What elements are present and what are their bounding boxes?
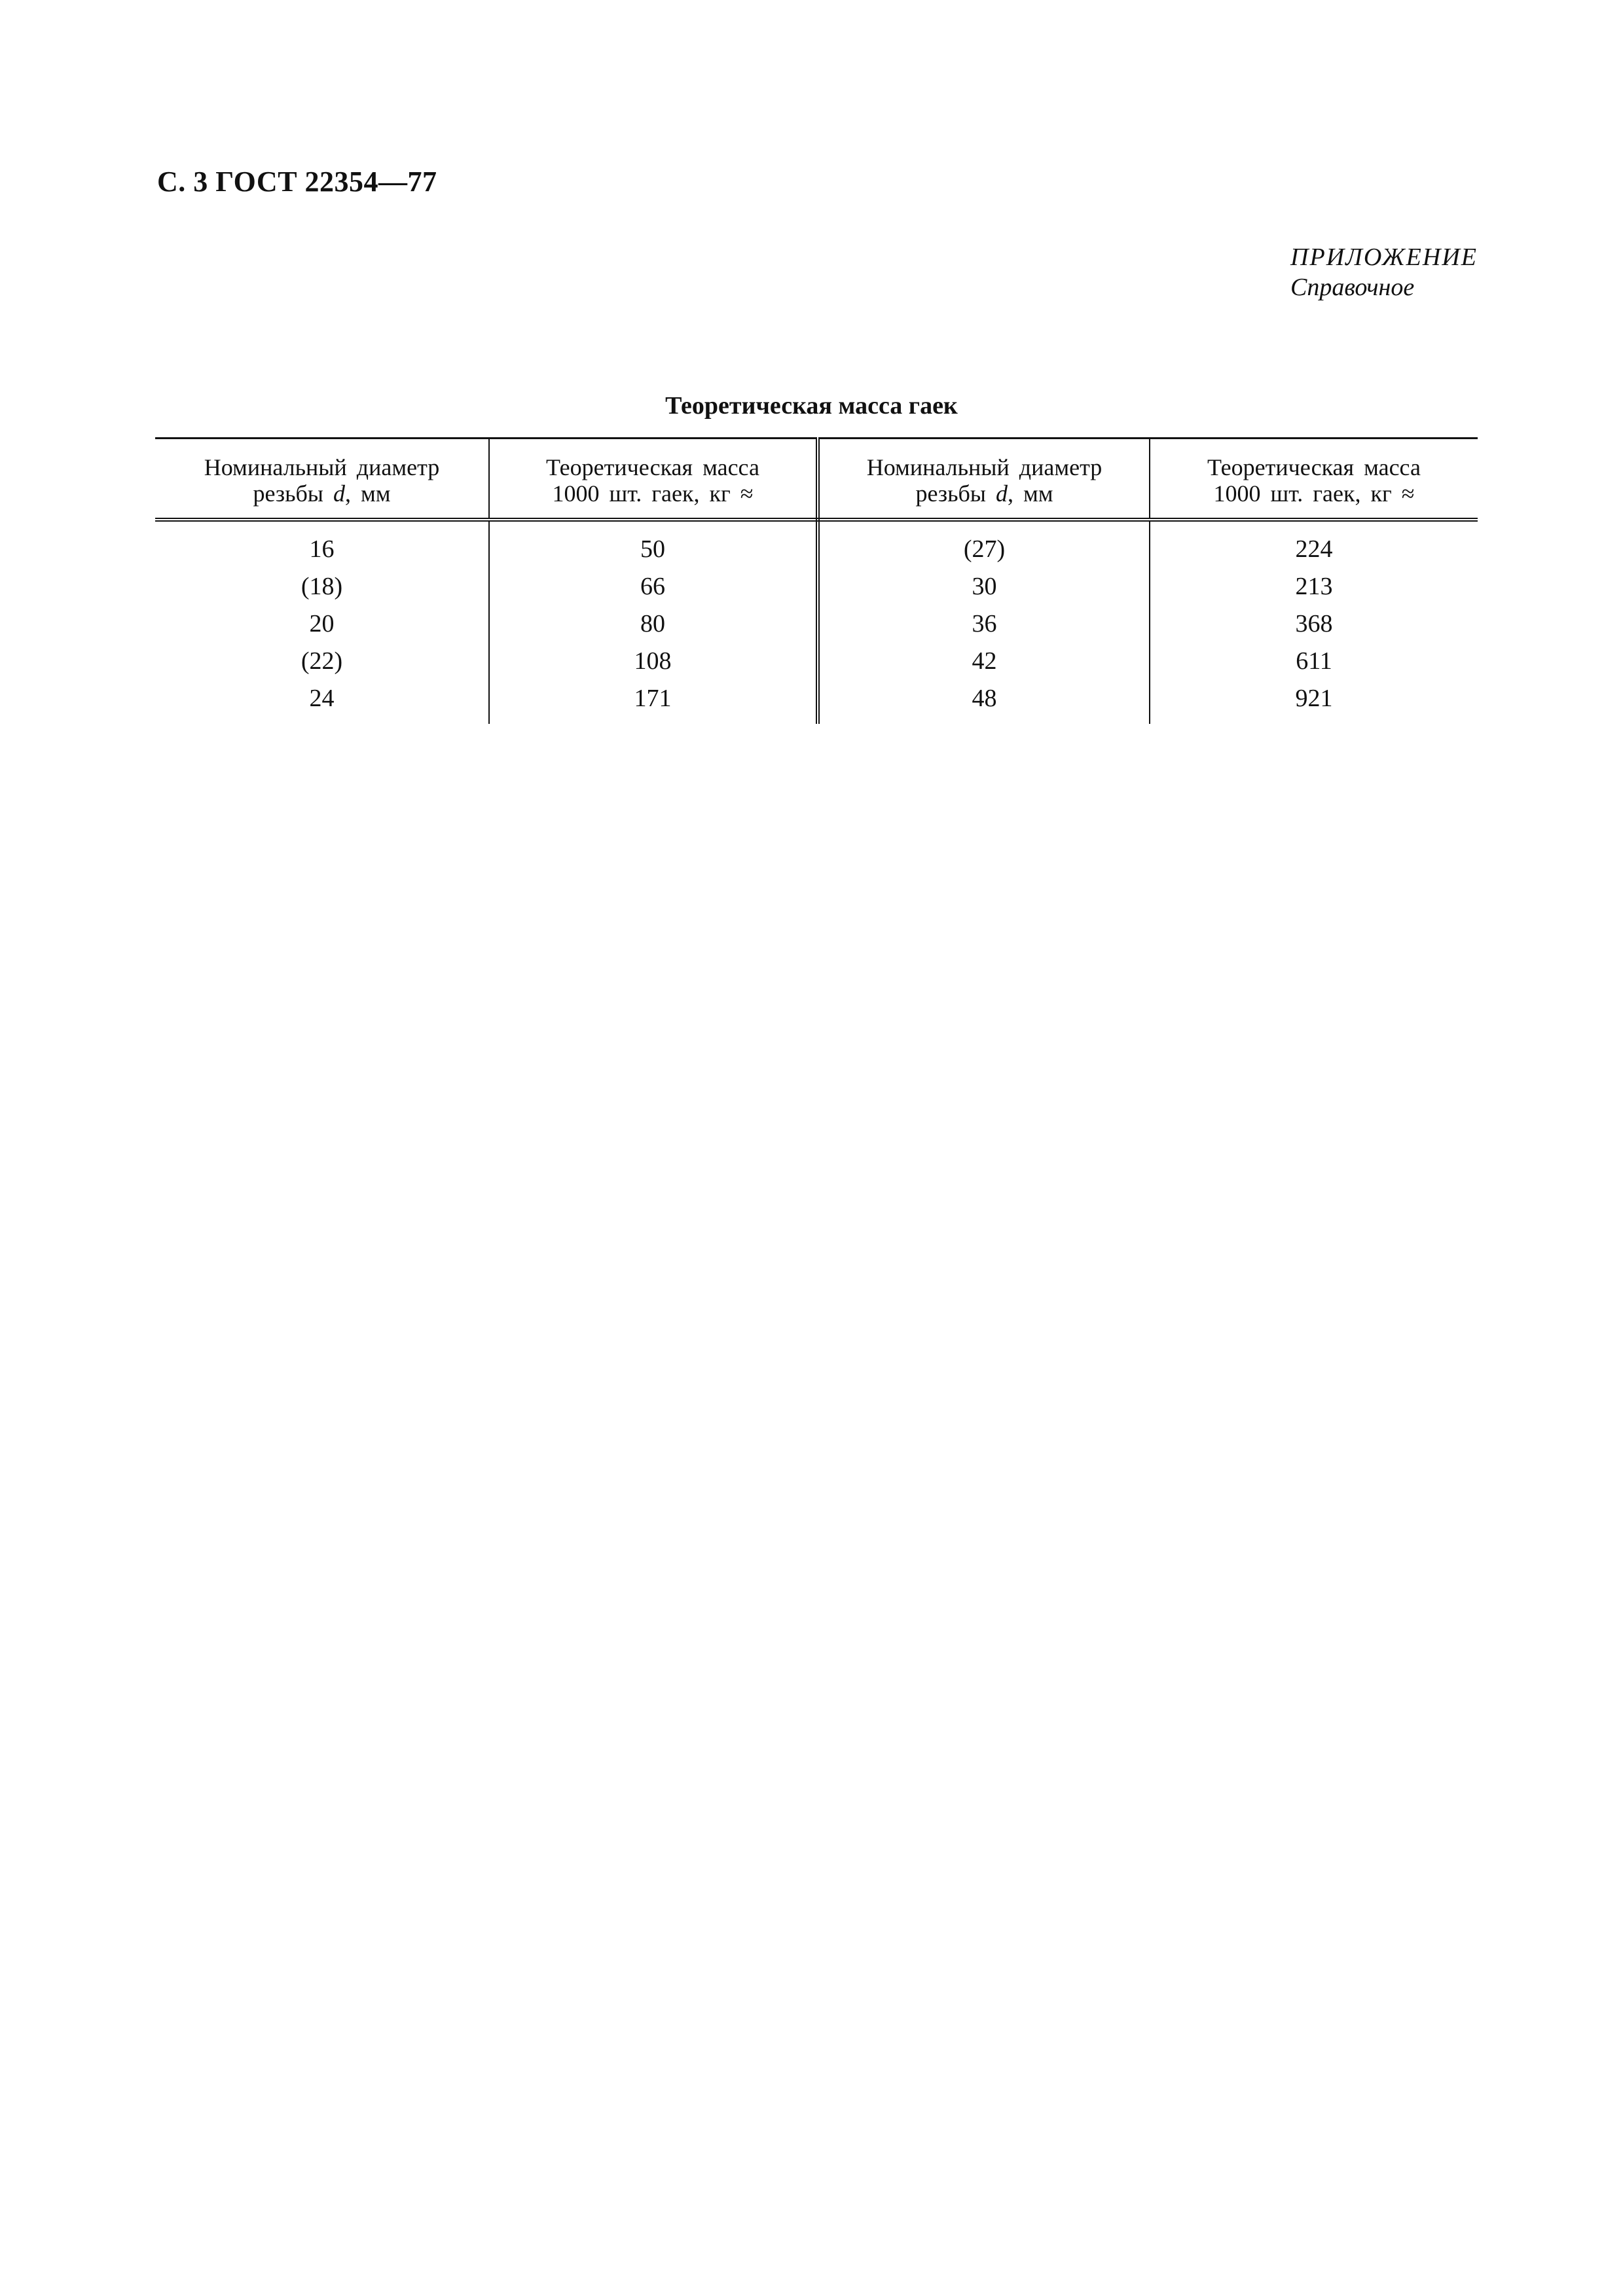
table-header-row [155,439,1478,520]
table-title: Теоретическая масса гаек [665,392,958,420]
header-mass-line2: 1000 шт. гаек, кг ≈ [1213,480,1415,507]
header-diameter-line2-pre: резьбы [253,480,323,507]
nut-mass-table [155,437,1478,724]
header-diameter-line1: Номинальный диаметр [866,454,1103,480]
appendix-label [1290,242,1478,302]
header-diameter-line1: Номинальный диаметр [204,454,440,480]
cell-diameter: (18) [155,568,489,605]
cell-mass: 80 [489,605,818,643]
page-header: С. 3 ГОСТ 22354—77 [157,166,437,198]
header-diameter-symbol: d [996,480,1008,507]
header-mass-line1: Теоретическая масса [1207,454,1421,480]
table-row [155,680,1478,724]
cell-mass: 224 [1295,535,1333,563]
cell-mass: 368 [1295,610,1333,637]
cell-diameter: 48 [818,680,1150,724]
header-diameter-left [155,439,489,520]
header-diameter-symbol: d [333,480,345,507]
appendix-title: ПРИЛОЖЕНИЕ [1290,243,1478,271]
cell-mass: 213 [1295,573,1333,600]
cell-mass: 611 [1296,647,1332,675]
header-diameter-line2-pre: резьбы [915,480,986,507]
table-row [155,605,1478,643]
cell-diameter: 24 [155,680,489,724]
cell-mass: 66 [489,568,818,605]
header-mass-line1: Теоретическая масса [546,454,759,480]
cell-diameter: (22) [155,643,489,680]
header-diameter-line2-post: , мм [1008,480,1053,507]
table-row [155,520,1478,568]
cell-diameter: 42 [818,643,1150,680]
header-diameter-right [818,439,1150,520]
cell-diameter: 36 [818,605,1150,643]
table-row [155,568,1478,605]
cell-diameter: 30 [818,568,1150,605]
cell-diameter: (27) [818,520,1150,568]
header-mass-line2: 1000 шт. гаек, кг ≈ [552,480,754,507]
cell-mass: 50 [489,520,818,568]
appendix-subtitle: Справочное [1290,274,1415,301]
table-row [155,643,1478,680]
cell-diameter: 20 [155,605,489,643]
header-diameter-line2-post: , мм [345,480,391,507]
header-mass-right [1150,439,1478,520]
cell-diameter: 16 [155,520,489,568]
cell-mass: 108 [489,643,818,680]
header-mass-left [489,439,818,520]
cell-mass: 921 [1295,685,1333,712]
cell-mass: 171 [489,680,818,724]
